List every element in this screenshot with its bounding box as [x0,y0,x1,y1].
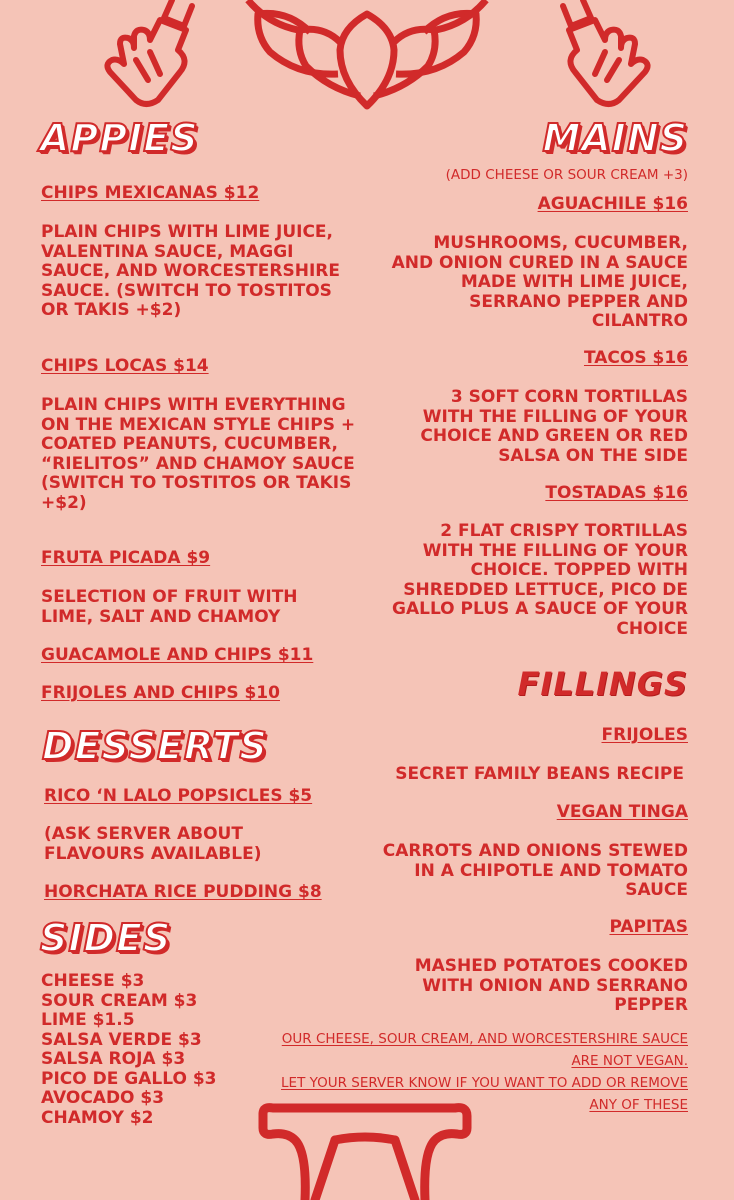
sides-title: SIDES [40,916,172,960]
appies-item-chips-mexicanas: CHIPS MEXICANAS $12 [41,183,260,203]
appies-item-fruta-picada: FRUTA PICADA $9 [41,548,211,568]
mains-item-tacos-desc: 3 SOFT CORN TORTILLAS WITH THE FILLING OF YOUR CHOICE AND GREEN OR RED SALSA ON THE SIDE [420,387,688,466]
server-footnote-line1: LET YOUR SERVER KNOW IF YOU WANT TO ADD OR REMOVE [281,1075,688,1091]
list-item: SALSA ROJA $3 [41,1049,186,1069]
mains-title: MAINS [542,116,688,160]
glove-hand-left-icon [100,0,220,110]
list-item: SALSA VERDE $3 [41,1029,202,1050]
mains-note: (ADD CHEESE OR SOUR CREAM +3) [445,167,688,183]
desserts-item-popsicles: RICO ‘N LALO POPSICLES $5 [44,786,313,806]
appies-item-frijoles-chips: FRIJOLES AND CHIPS $10 [41,683,280,703]
vegan-footnote-line1: OUR CHEESE, SOUR CREAM, AND WORCESTERSHIRE SAUCE [281,1031,688,1047]
mains-item-tacos: TACOS $16 [583,348,688,368]
fillings-item-papitas: PAPITAS [609,917,688,937]
fillings-item-frijoles-desc: SECRET FAMILY BEANS RECIPE [395,764,684,784]
list-item: LIME $1.5 [41,1010,135,1030]
fillings-item-vegan-tinga: VEGAN TINGA [556,802,688,822]
appies-item-guacamole: GUACAMOLE AND CHIPS $11 [41,645,314,665]
list-item: AVOCADO $3 [41,1088,165,1108]
fillings-item-papitas-desc: MASHED POTATOES COOKED WITH ONION AND SERRANO PEPPER [414,956,688,1015]
server-footnote-line2: ANY OF THESE [589,1097,688,1113]
appies-item-chips-locas: CHIPS LOCAS $14 [41,356,209,376]
mains-item-tostadas: TOSTADAS $16 [545,483,688,503]
list-item: CHEESE $3 [41,971,145,991]
desserts-title: DESSERTS [42,724,268,768]
appies-item-chips-locas-desc: PLAIN CHIPS WITH EVERYTHING ON THE MEXICAN STYLE CHIPS + COATED PEANUTS, CUCUMBER, “RIELITOS” AND CHAMOY SAUCE (SWITCH TO TOSTITOS OR TAKIS +$2) [41,395,356,513]
list-item: PICO DE GALLO $3 [41,1068,217,1089]
list-item: CHAMOY $2 [41,1107,154,1128]
appies-title: APPIES [40,116,199,160]
appies-item-fruta-picada-desc: SELECTION OF FRUIT WITH LIME, SALT AND CHAMOY [41,587,298,627]
list-item: SOUR CREAM $3 [41,990,198,1011]
bottom-ornament-icon [255,1100,475,1200]
fillings-item-frijoles: FRIJOLES [601,725,688,745]
desserts-item-rice-pudding: HORCHATA RICE PUDDING $8 [44,882,322,902]
vegan-footnote-line2: ARE NOT VEGAN. [571,1053,688,1069]
mains-item-tostadas-desc: 2 FLAT CRISPY TORTILLAS WITH THE FILLING OF YOUR CHOICE. TOPPED WITH SHREDDED LETTUCE, PICO DE GALLO PLUS A SAUCE OF YOUR CHOICE [392,521,688,639]
fillings-title: FILLINGS [517,665,688,703]
flower-icon [228,0,506,112]
mains-item-aguachile: AGUACHILE $16 [537,194,688,214]
mains-item-aguachile-desc: MUSHROOMS, CUCUMBER, AND ONION CURED IN A SAUCE MADE WITH LIME JUICE, SERRANO PEPPER AND CILANTRO [391,233,688,331]
glove-hand-right-icon [535,0,655,110]
fillings-item-vegan-tinga-desc: CARROTS AND ONIONS STEWED IN A CHIPOTLE AND TOMATO SAUCE [382,841,688,900]
appies-item-chips-mexicanas-desc: PLAIN CHIPS WITH LIME JUICE, VALENTINA SAUCE, MAGGI SAUCE, AND WORCESTERSHIRE SAUCE. (SWITCH TO TOSTITOS OR TAKIS +$2) [41,222,340,320]
desserts-item-popsicles-desc: (ASK SERVER ABOUT FLAVOURS AVAILABLE) [44,824,262,864]
